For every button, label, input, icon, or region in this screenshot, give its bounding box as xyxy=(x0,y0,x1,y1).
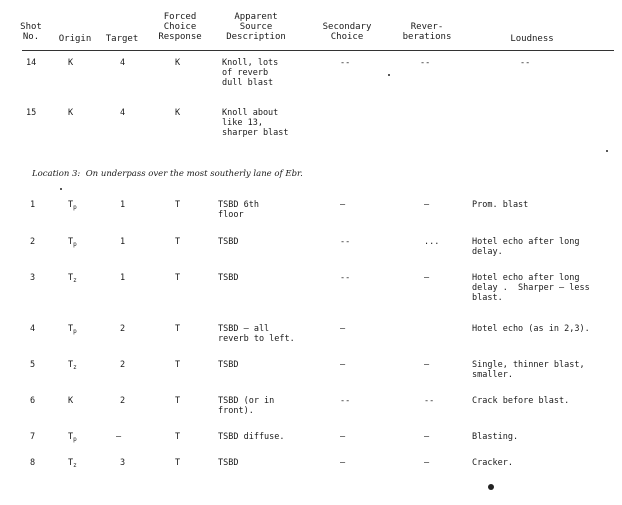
cell-description: TSBD xyxy=(218,360,239,370)
scan-speck xyxy=(388,74,390,76)
cell-shot: 3 xyxy=(30,273,36,283)
cell-loudness: Crack before blast. xyxy=(472,396,570,406)
cell-origin: $T_z$ xyxy=(68,458,77,469)
cell-description: TSBD 6th floor xyxy=(218,200,259,220)
cell-secondary: — xyxy=(340,200,346,210)
cell-reverb: ... xyxy=(424,237,440,247)
cell-loudness: -- xyxy=(520,58,531,68)
cell-shot: 6 xyxy=(30,396,36,406)
cell-description: Knoll about like 13, sharper blast xyxy=(222,108,289,138)
cell-reverb: -- xyxy=(424,396,435,406)
cell-description: TSBD diffuse. xyxy=(218,432,285,442)
cell-secondary: — xyxy=(340,458,346,468)
cell-forced: K xyxy=(175,58,181,68)
cell-secondary: -- xyxy=(340,237,351,247)
cell-target: 2 xyxy=(120,324,126,334)
header-secondary-choice: Secondary Choice xyxy=(322,22,372,42)
cell-forced: T xyxy=(175,396,181,406)
cell-target: 4 xyxy=(120,108,126,118)
cell-reverb: — xyxy=(424,200,430,210)
cell-origin: K xyxy=(68,108,74,118)
cell-loudness: Cracker. xyxy=(472,458,513,468)
cell-description: TSBD xyxy=(218,237,239,247)
cell-target: 1 xyxy=(120,273,126,283)
cell-forced: T xyxy=(175,200,181,210)
cell-loudness: Hotel echo after long delay. xyxy=(472,237,580,257)
cell-reverb: — xyxy=(424,360,430,370)
cell-shot: 1 xyxy=(30,200,36,210)
cell-target: 3 xyxy=(120,458,126,468)
cell-origin: K xyxy=(68,396,74,406)
cell-description: Knoll, lots of reverb dull blast xyxy=(222,58,279,88)
cell-shot: 15 xyxy=(26,108,37,118)
cell-secondary: — xyxy=(340,432,346,442)
cell-origin: $T_p$ xyxy=(68,432,77,443)
cell-secondary: -- xyxy=(340,58,351,68)
cell-shot: 8 xyxy=(30,458,36,468)
cell-target: 2 xyxy=(120,360,126,370)
header-origin: Origin xyxy=(58,34,92,44)
cell-secondary: -- xyxy=(340,273,351,283)
location-label: Location 3: On underpass over the most southerly lane of Ebr. xyxy=(32,169,303,179)
cell-forced: T xyxy=(175,360,181,370)
cell-loudness: Hotel echo (as in 2,3). xyxy=(472,324,590,334)
cell-loudness: Prom. blast xyxy=(472,200,529,210)
cell-target: — xyxy=(116,432,122,442)
cell-origin: $T_p$ xyxy=(68,237,77,248)
cell-reverb: — xyxy=(424,458,430,468)
cell-target: 1 xyxy=(120,237,126,247)
scan-speck xyxy=(60,188,62,190)
ink-blot xyxy=(488,484,494,490)
header-apparent-source: Apparent Source Description xyxy=(226,12,286,42)
cell-secondary: -- xyxy=(340,396,351,406)
cell-reverb: -- xyxy=(420,58,431,68)
cell-forced: T xyxy=(175,324,181,334)
cell-forced: T xyxy=(175,237,181,247)
header-shot: Shot No. xyxy=(20,22,42,42)
header-forced-choice: Forced Choice Response xyxy=(158,12,202,42)
cell-forced: K xyxy=(175,108,181,118)
cell-origin: $T_z$ xyxy=(68,273,77,284)
cell-forced: T xyxy=(175,273,181,283)
cell-secondary: — xyxy=(340,360,346,370)
scan-speck xyxy=(606,150,608,152)
cell-secondary: — xyxy=(340,324,346,334)
cell-loudness: Blasting. xyxy=(472,432,519,442)
cell-shot: 2 xyxy=(30,237,36,247)
cell-origin: $T_p$ xyxy=(68,324,77,335)
cell-reverb: — xyxy=(424,432,430,442)
header-loudness: Loudness xyxy=(510,34,554,44)
cell-origin: $T_p$ xyxy=(68,200,77,211)
cell-shot: 7 xyxy=(30,432,36,442)
header-rule xyxy=(22,50,614,51)
cell-loudness: Single, thinner blast, smaller. xyxy=(472,360,585,380)
cell-origin: K xyxy=(68,58,74,68)
cell-shot: 14 xyxy=(26,58,37,68)
cell-reverb: — xyxy=(424,273,430,283)
cell-description: TSBD xyxy=(218,458,239,468)
cell-shot: 4 xyxy=(30,324,36,334)
cell-shot: 5 xyxy=(30,360,36,370)
cell-target: 4 xyxy=(120,58,126,68)
cell-forced: T xyxy=(175,458,181,468)
header-target: Target xyxy=(105,34,139,44)
header-reverberations: Rever- berations xyxy=(402,22,452,42)
cell-loudness: Hotel echo after long delay . Sharper — less blast. xyxy=(472,273,590,303)
cell-target: 1 xyxy=(120,200,126,210)
cell-description: TSBD — all reverb to left. xyxy=(218,324,295,344)
cell-target: 2 xyxy=(120,396,126,406)
cell-description: TSBD (or in front). xyxy=(218,396,275,416)
cell-origin: $T_z$ xyxy=(68,360,77,371)
cell-forced: T xyxy=(175,432,181,442)
cell-description: TSBD xyxy=(218,273,239,283)
